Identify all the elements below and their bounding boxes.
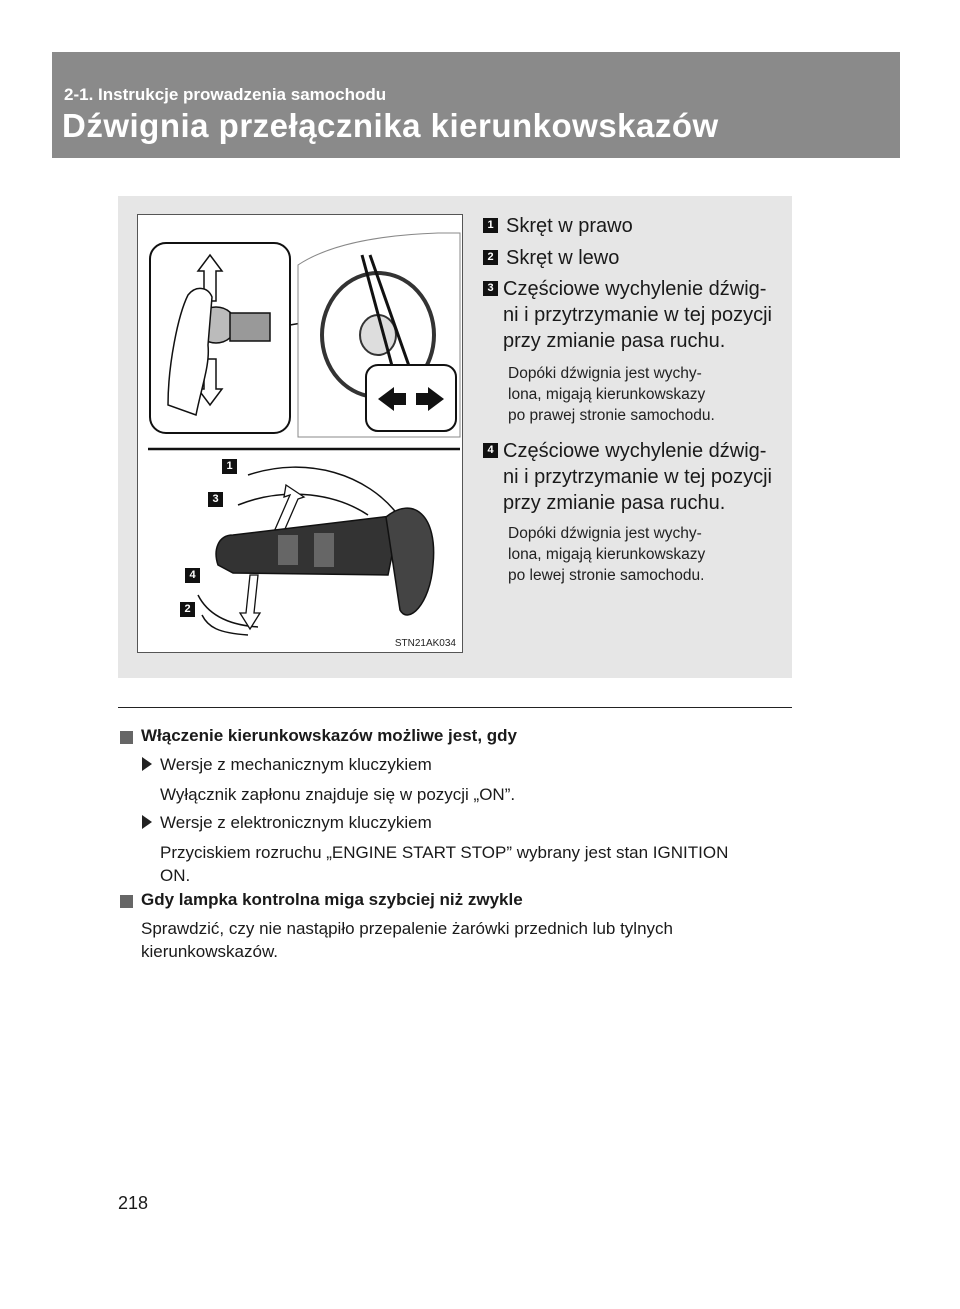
legend-label-3-line2: ni i przytrzymanie w tej pozycji: [503, 304, 772, 326]
lever-illustration: [137, 214, 463, 653]
legend-label-3-line3: przy zmianie pasa ruchu.: [503, 330, 726, 352]
heading-marker-icon: [120, 731, 133, 744]
legend-desc-4-line2: lona, migają kierunkowskazy: [508, 546, 706, 563]
electronic-key-text-line1: Przyciskiem rozruchu „ENGINE START STOP” wybrany jest stan IGNITION: [160, 843, 729, 862]
bullet-triangle-icon: [142, 815, 152, 829]
lever-drawing: [138, 215, 462, 652]
mechanical-key-text: Wyłącznik zapłonu znajduje się w pozycji „ON”.: [160, 785, 516, 804]
arrow-partial-down-icon: [240, 575, 260, 629]
legend-desc-3-line2: lona, migają kierunkowskazy: [508, 386, 706, 403]
mechanical-key-label: Wersje z mechanicznym kluczykiem: [160, 755, 432, 774]
figure-code: STN21AK034: [394, 638, 456, 649]
legend-label-4-line2: ni i przytrzymanie w tej pozycji: [503, 466, 772, 488]
legend-badge-3: 3: [483, 281, 498, 296]
blink-heading: Gdy lampka kontrolna miga szybciej niż zwykle: [141, 890, 523, 909]
legend-desc-4-line1: Dopóki dźwignia jest wychy-: [508, 525, 702, 542]
figure-marker-2: 2: [180, 602, 195, 617]
bullet-triangle-icon: [142, 757, 152, 771]
legend-badge-4: 4: [483, 443, 498, 458]
figure-marker-1: 1: [222, 459, 237, 474]
legend-badge-1: 1: [483, 218, 498, 233]
legend-label-1: Skręt w prawo: [506, 215, 633, 237]
page-number: 218: [118, 1193, 149, 1213]
legend-label-4-line1: Częściowe wychylenie dźwig-: [503, 440, 767, 462]
electronic-key-label: Wersje z elektronicznym kluczykiem: [160, 813, 432, 832]
blink-text-line2: kierunkowskazów.: [141, 942, 279, 961]
electronic-key-text-line2: ON.: [160, 866, 191, 885]
combination-switch-icon: [216, 515, 400, 575]
figure-marker-4: 4: [185, 568, 200, 583]
legend-desc-4-line3: po lewej stronie samochodu.: [508, 567, 705, 584]
legend-desc-3-line3: po prawej stronie samochodu.: [508, 407, 715, 424]
legend-label-2: Skręt w lewo: [506, 247, 620, 269]
page-title: Dźwignia przełącznika kierunkowskazów: [62, 107, 719, 144]
section-label: 2-1. Instrukcje prowadzenia samochodu: [64, 85, 387, 104]
heading-marker-icon: [120, 895, 133, 908]
section-divider: [118, 707, 792, 708]
legend-desc-3-line1: Dopóki dźwignia jest wychy-: [508, 365, 702, 382]
blink-text-line1: Sprawdzić, czy nie nastąpiło przepalenie żarówki przednich lub tylnych: [141, 919, 673, 938]
legend-badge-2: 2: [483, 250, 498, 265]
conditions-heading: Włączenie kierunkowskazów możliwe jest, gdy: [141, 726, 518, 745]
legend-label-4-line3: przy zmianie pasa ruchu.: [503, 492, 726, 514]
legend-label-3-line1: Częściowe wychylenie dźwig-: [503, 278, 767, 300]
figure-marker-3: 3: [208, 492, 223, 507]
